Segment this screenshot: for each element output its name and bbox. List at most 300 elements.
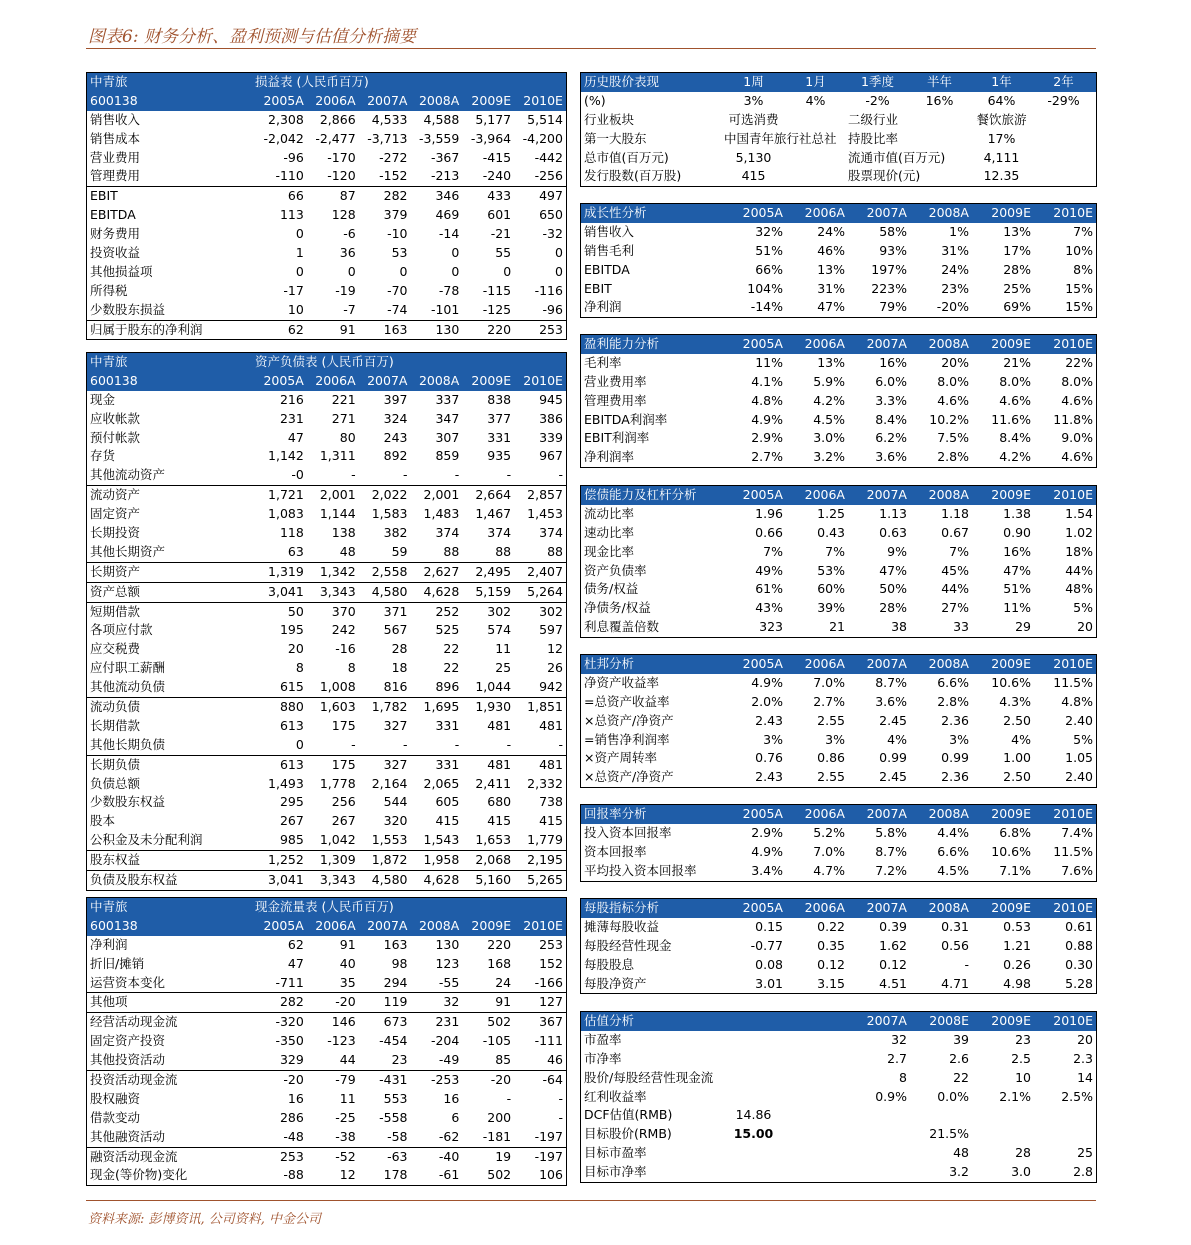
cashflow-table — [86, 897, 567, 1186]
row-label: 营业费用 — [90, 149, 141, 165]
cell-value: 21 — [829, 619, 845, 635]
row-label: 现金 — [90, 391, 116, 407]
row-label: ×总资产/净资产 — [584, 712, 674, 728]
cell-value: 3.01 — [755, 975, 783, 991]
cell-value: 331 — [435, 756, 460, 772]
row-label: 现金(等价物)变化 — [90, 1167, 188, 1183]
table-row — [87, 505, 566, 524]
table-row — [581, 937, 1096, 956]
cell-value: 0 — [295, 736, 304, 752]
growth-table — [580, 203, 1097, 318]
cell-value: 4.9% — [751, 843, 783, 859]
table-row — [581, 580, 1096, 599]
cell-value: 0 — [347, 263, 356, 279]
cell-value: - — [506, 467, 512, 483]
cell-value: 27% — [941, 600, 969, 616]
cell-value: 2006A — [804, 205, 845, 220]
cell-value: 2008A — [928, 205, 969, 220]
row-label: 平均投入资本回报率 — [584, 862, 697, 878]
cell-value: -320 — [275, 1014, 304, 1030]
cell-value: 6 — [451, 1109, 460, 1125]
row-label: 归属于股东的净利润 — [90, 321, 203, 337]
row-label: EBITDA — [584, 261, 630, 277]
cell-value: 0.39 — [879, 918, 907, 934]
cell-value: 967 — [539, 448, 563, 464]
row-label: 速动比率 — [584, 524, 635, 540]
returns-table — [580, 804, 1097, 882]
cell-value: 2007A — [866, 336, 907, 351]
cell-value: 2006A — [315, 92, 356, 108]
row-label: 固定资产投资 — [90, 1033, 166, 1049]
cell-value: 680 — [487, 794, 512, 810]
cell-value: 2010E — [1053, 1013, 1093, 1028]
cell-value: 1,453 — [527, 506, 563, 522]
table-row — [581, 1163, 1096, 1182]
cell-value: 9.0% — [1061, 430, 1093, 446]
cell-value — [786, 149, 848, 168]
table-row — [581, 524, 1096, 543]
cell-value: 0.31 — [941, 918, 969, 934]
row-label: 销售成本 — [90, 130, 141, 146]
cell-value — [848, 1106, 910, 1125]
cell-value: 32 — [443, 994, 460, 1010]
cell-value: 2.36 — [941, 769, 969, 785]
cell-value: 382 — [383, 525, 408, 541]
cell-value: 3% — [743, 92, 764, 108]
row-label: 管理费用率 — [584, 392, 647, 408]
cell-value: -14% — [750, 299, 783, 315]
cell-value: 7% — [763, 543, 783, 559]
cell-value: 1.18 — [941, 505, 969, 521]
cell-value: 11% — [1003, 600, 1031, 616]
cell-value: 2005A — [742, 205, 783, 220]
cell-value: 163 — [383, 936, 408, 952]
header-row — [87, 73, 566, 92]
cell-value: 2,866 — [319, 111, 356, 127]
table-row — [87, 621, 566, 640]
cell-value — [1034, 1106, 1096, 1125]
cell-value: 267 — [331, 813, 356, 829]
cell-value: -32 — [542, 226, 563, 242]
cell-value: 2005A — [742, 487, 783, 502]
cell-value: -197 — [534, 1128, 563, 1144]
cell-value: 3% — [949, 731, 969, 747]
table-row — [581, 1031, 1096, 1050]
cell-value: 104% — [747, 280, 783, 296]
cell-value: 7.2% — [875, 862, 907, 878]
cell-value — [462, 73, 514, 92]
cell-value: 1,721 — [268, 487, 304, 503]
cell-value: 253 — [539, 936, 563, 952]
row-label: 历史股价表现 — [584, 74, 660, 89]
cell-value: 0.08 — [755, 956, 783, 972]
cell-value — [786, 1144, 848, 1163]
cell-value — [786, 1069, 848, 1088]
cell-value: 21% — [1003, 354, 1031, 370]
table-row — [581, 843, 1096, 862]
cell-value: -101 — [430, 301, 460, 317]
cell-value: 346 — [435, 188, 460, 204]
cell-value: 14.86 — [735, 1107, 772, 1123]
table-row — [87, 225, 566, 244]
cell-value: 1.13 — [879, 505, 907, 521]
cell-value: 16 — [287, 1090, 304, 1106]
cell-value: 152 — [539, 955, 563, 971]
cell-value: 256 — [331, 794, 356, 810]
cell-value: 1,778 — [319, 775, 356, 791]
table-row — [87, 936, 566, 955]
row-label: 其他流动资产 — [90, 467, 166, 483]
cell-value: 3,343 — [319, 872, 356, 888]
cell-value: 2.5 — [1011, 1050, 1031, 1066]
row-label: 目标市盈率 — [584, 1145, 647, 1161]
cell-value: 2010E — [1053, 205, 1093, 220]
cell-value: 2,001 — [319, 487, 356, 503]
row-label: DCF估值(RMB) — [584, 1107, 673, 1123]
cell-value: 118 — [279, 525, 304, 541]
cell-value: 1.54 — [1065, 505, 1093, 521]
cell-value: 24% — [941, 261, 969, 277]
cell-value: 200 — [487, 1109, 512, 1125]
row-label: 长期资产 — [90, 563, 141, 579]
cell-value: 1.62 — [879, 937, 907, 953]
table-row — [581, 562, 1096, 581]
cell-value: 11 — [495, 641, 512, 657]
cell-value — [786, 1088, 848, 1107]
cell-value: 69% — [1003, 299, 1031, 315]
cell-value: 17% — [987, 130, 1016, 146]
cell-value: 138 — [331, 525, 356, 541]
cell-value: 2008A — [418, 372, 460, 388]
cell-value: 2005A — [742, 336, 783, 351]
cell-value: 0.26 — [1003, 956, 1031, 972]
cell-value: 4,628 — [423, 872, 460, 888]
cell-value: 10% — [1065, 242, 1093, 258]
table-row — [87, 1128, 566, 1148]
cell-value: -16 — [335, 641, 356, 657]
row-label: 资产总额 — [90, 583, 141, 599]
cell-value: 286 — [279, 1109, 304, 1125]
cell-value: 2009E — [471, 92, 512, 108]
cell-value: -3,713 — [367, 130, 408, 146]
cell-value: 22 — [443, 641, 460, 657]
cell-value: 5.8% — [875, 824, 907, 840]
cell-value: 3.6% — [875, 449, 907, 465]
cell-value: 415 — [539, 813, 563, 829]
cell-value: 62 — [287, 321, 304, 337]
row-label: 净利润 — [584, 299, 622, 315]
cell-value: 8 — [347, 660, 356, 676]
row-label: 股权融资 — [90, 1090, 141, 1106]
cell-value: 2.50 — [1003, 769, 1031, 785]
cell-value: 1,252 — [268, 852, 304, 868]
cell-value: 5% — [1073, 600, 1093, 616]
table-row — [87, 244, 566, 263]
cell-value: 0.53 — [1003, 918, 1031, 934]
cell-value — [359, 898, 411, 917]
cell-value: 178 — [383, 1167, 408, 1183]
cell-value: 2008A — [928, 806, 969, 821]
figure-title: 图表6: 财务分析、盈利预测与估值分析摘要 — [88, 27, 416, 47]
cell-value — [910, 111, 972, 130]
cell-value: 302 — [487, 603, 512, 619]
cell-value: 5,130 — [735, 149, 772, 165]
cell-value: 3.2 — [949, 1164, 969, 1180]
cell-value: 61% — [755, 581, 783, 597]
cell-value: 64% — [987, 92, 1016, 108]
cell-value: 1,958 — [423, 852, 460, 868]
cell-value: 0.43 — [817, 524, 845, 540]
cell-value: 6.8% — [999, 824, 1031, 840]
cell-value: -123 — [327, 1033, 356, 1049]
row-label: 600138 — [90, 92, 138, 108]
cell-value: 320 — [383, 813, 408, 829]
cell-value: 60% — [817, 581, 845, 597]
row-label: 资本回报率 — [584, 843, 647, 859]
cell-value: 197% — [871, 261, 907, 277]
row-label: 管理费用 — [90, 168, 141, 184]
cell-value: -52 — [335, 1148, 356, 1164]
cell-value: 2006A — [315, 917, 356, 933]
cell-value: 942 — [539, 679, 563, 695]
cell-value — [724, 1031, 786, 1050]
table-row — [87, 187, 566, 206]
row-label: 中青旅 — [90, 354, 128, 369]
cell-value: -79 — [335, 1072, 356, 1088]
cell-value: 23 — [391, 1052, 408, 1068]
row-label: 红利收益率 — [584, 1088, 647, 1104]
cell-value: 半年 — [926, 74, 952, 89]
table-row — [87, 640, 566, 659]
row-label: 中青旅 — [90, 899, 128, 914]
row-label: 其他长期负债 — [90, 736, 166, 752]
cell-value: 2,164 — [371, 775, 408, 791]
cell-value — [1034, 111, 1096, 130]
cell-value: -181 — [482, 1128, 512, 1144]
cell-value: 66% — [755, 261, 783, 277]
row-label: 投资活动现金流 — [90, 1072, 178, 1088]
cell-value: 838 — [487, 391, 512, 407]
cell-value: 49% — [755, 562, 783, 578]
cell-value — [724, 1163, 786, 1182]
cell-value: 损益表 (人民币百万) — [255, 74, 369, 89]
cell-value: 4.2% — [999, 449, 1031, 465]
cell-value: -367 — [430, 149, 460, 165]
cell-value: 91 — [495, 994, 512, 1010]
cell-value: 2.55 — [817, 769, 845, 785]
cell-value: -38 — [335, 1128, 356, 1144]
cell-value: 28 — [1015, 1145, 1031, 1161]
cell-value — [786, 167, 848, 186]
cell-value: 5,177 — [475, 111, 512, 127]
cell-value: 35 — [339, 974, 356, 990]
cell-value: 2.1% — [999, 1088, 1031, 1104]
cell-value: 1,851 — [527, 699, 563, 715]
cell-value: -4,200 — [522, 130, 563, 146]
cell-value: 24 — [495, 974, 512, 990]
row-label: 第一大股东 — [584, 130, 647, 146]
cell-value: 1.21 — [1003, 937, 1031, 953]
cell-value: 二级行业 — [848, 111, 899, 127]
cell-value: 12 — [547, 641, 563, 657]
header-row — [87, 917, 566, 936]
cell-value: 195 — [279, 622, 304, 638]
cell-value: -20 — [283, 1072, 304, 1088]
cell-value: 574 — [487, 622, 512, 638]
table-row — [581, 429, 1096, 448]
cell-value: 10.6% — [991, 674, 1031, 690]
row-label: EBITDA利润率 — [584, 411, 668, 427]
cell-value: 22 — [953, 1069, 969, 1085]
cell-value: 4.1% — [751, 373, 783, 389]
cell-value: 231 — [435, 1014, 460, 1030]
row-label: 流动资产 — [90, 487, 141, 503]
cell-value: 59 — [391, 543, 408, 559]
cell-value: 2.6 — [949, 1050, 969, 1066]
table-row — [581, 130, 1096, 149]
cell-value: 1,653 — [475, 832, 512, 848]
cell-value: -63 — [387, 1148, 408, 1164]
cell-value: 481 — [539, 756, 563, 772]
row-label: 投资收益 — [90, 245, 141, 261]
table-row — [87, 831, 566, 851]
row-label: 估值分析 — [584, 1013, 635, 1028]
cell-value — [724, 1050, 786, 1069]
cell-value: 0.56 — [941, 937, 969, 953]
cell-value: 22 — [443, 660, 460, 676]
cell-value: 7.0% — [813, 674, 845, 690]
cell-value: 0 — [555, 245, 563, 261]
cell-value: -442 — [534, 149, 563, 165]
cell-value: -2% — [865, 92, 890, 108]
cell-value: 2005A — [742, 656, 783, 671]
cell-value: 8.7% — [875, 674, 907, 690]
table-row — [581, 111, 1096, 130]
cell-value — [514, 73, 566, 92]
header-row — [581, 655, 1096, 674]
cell-value: 1周 — [743, 74, 764, 89]
cell-value: 1,342 — [319, 563, 356, 579]
row-label: 杜邦分析 — [584, 656, 635, 671]
cell-value: 91 — [339, 936, 356, 952]
cell-value: 4.6% — [1061, 392, 1093, 408]
cell-value: 2007A — [866, 1013, 907, 1028]
cell-value: 2.7% — [751, 449, 783, 465]
row-label: 其他融资活动 — [90, 1128, 166, 1144]
cell-value: 16% — [925, 92, 954, 108]
table-row — [581, 731, 1096, 750]
table-row — [581, 1069, 1096, 1088]
cell-value: -152 — [379, 168, 408, 184]
cell-value: 3.4% — [751, 862, 783, 878]
header-row — [87, 353, 566, 372]
cell-value: 5% — [1073, 731, 1093, 747]
table-row — [87, 429, 566, 448]
row-label: 债务/权益 — [584, 581, 639, 597]
cell-value: 4.4% — [937, 824, 969, 840]
cell-value: 2.8 — [1073, 1164, 1093, 1180]
cell-value: 3% — [825, 731, 845, 747]
cell-value: -454 — [379, 1033, 408, 1049]
cell-value: 497 — [539, 188, 563, 204]
cell-value: 1,083 — [268, 506, 304, 522]
cell-value: 892 — [383, 448, 408, 464]
row-label: 回报率分析 — [584, 806, 647, 821]
row-label: (%) — [584, 92, 606, 108]
solvency-table — [580, 485, 1097, 638]
row-label: 销售收入 — [584, 223, 635, 239]
cell-value: 2007A — [367, 92, 408, 108]
cell-value: 323 — [759, 619, 783, 635]
table-row — [581, 768, 1096, 787]
table-row — [87, 871, 566, 890]
cell-value: 32% — [755, 223, 783, 239]
row-label: 流动负债 — [90, 699, 141, 715]
cell-value: 935 — [487, 448, 512, 464]
cell-value: 2,411 — [475, 775, 512, 791]
table-row — [87, 993, 566, 1013]
row-label: 融资活动现金流 — [90, 1148, 178, 1164]
cell-value: 3,041 — [268, 583, 304, 599]
row-label: 少数股东权益 — [90, 794, 166, 810]
cell-value: 5,514 — [527, 111, 563, 127]
cell-value: 738 — [539, 794, 563, 810]
cell-value: 餐饮旅游 — [976, 111, 1027, 127]
cell-value: 1,695 — [423, 699, 460, 715]
table-row — [87, 717, 566, 736]
cell-value: 7.6% — [1061, 862, 1093, 878]
cell-value: -40 — [438, 1148, 460, 1164]
cell-value: 502 — [487, 1014, 512, 1030]
cell-value: 79% — [879, 299, 907, 315]
cell-value: 7% — [825, 543, 845, 559]
cell-value: 2005A — [263, 372, 304, 388]
cell-value: 2010E — [523, 917, 563, 933]
cell-value: 2007A — [866, 900, 907, 915]
cell-value: 2,558 — [371, 563, 408, 579]
table-row — [581, 149, 1096, 168]
cell-value: 21.5% — [929, 1126, 969, 1142]
table-row — [581, 1106, 1096, 1125]
cell-value: 2.43 — [755, 712, 783, 728]
table-row — [87, 524, 566, 543]
cell-value: 2,495 — [475, 563, 512, 579]
cell-value: 327 — [383, 717, 408, 733]
cell-value: 0.76 — [755, 750, 783, 766]
table-row — [581, 674, 1096, 693]
cell-value: 32 — [891, 1031, 907, 1047]
cell-value: 58% — [879, 223, 907, 239]
cell-value — [786, 111, 848, 130]
cell-value: 294 — [383, 974, 408, 990]
cell-value: 8 — [295, 660, 304, 676]
cell-value: 601 — [487, 207, 512, 223]
cell-value: 2007A — [866, 487, 907, 502]
cell-value: 2.5% — [1061, 1088, 1093, 1104]
row-label: 负债及股东权益 — [90, 872, 178, 888]
income-statement-table — [86, 72, 567, 340]
table-row — [87, 955, 566, 974]
cell-value: 2006A — [804, 806, 845, 821]
cell-value: -55 — [438, 974, 460, 990]
row-label: 长期投资 — [90, 525, 141, 541]
cell-value — [910, 130, 972, 149]
row-label: 预付帐款 — [90, 429, 141, 445]
cell-value: 1,319 — [268, 563, 304, 579]
cell-value: 816 — [383, 679, 408, 695]
cell-value: 28% — [879, 600, 907, 616]
cell-value: 36 — [339, 245, 356, 261]
